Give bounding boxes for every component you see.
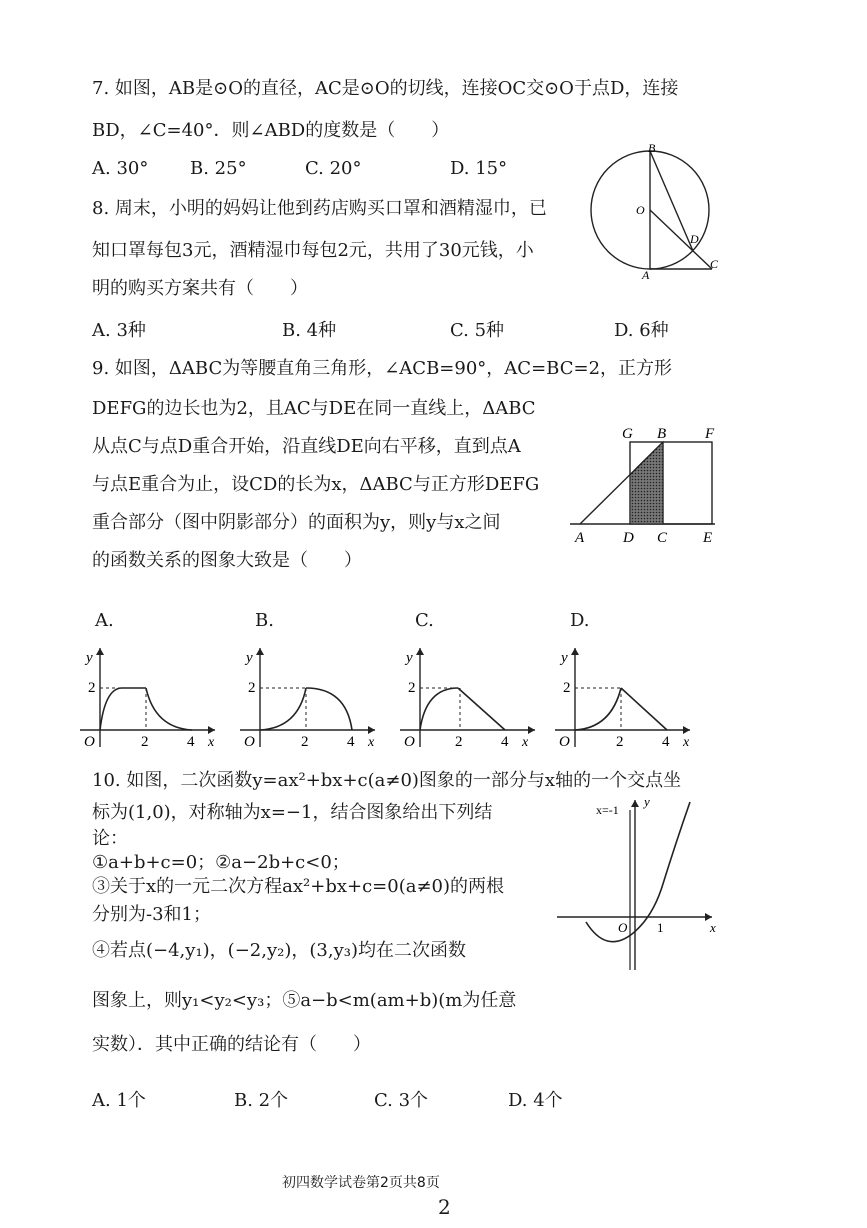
q10-option-a: A. 1个: [92, 1090, 146, 1111]
q10-symmetry-label: x=-1: [596, 803, 619, 817]
q10-option-d: D. 4个: [508, 1090, 563, 1111]
q9b-x-tick-4: 4: [347, 734, 355, 750]
q8-option-a: A. 3种: [92, 320, 146, 341]
q9-label-b: B: [657, 426, 667, 442]
q9b-x-tick-2: 2: [301, 734, 309, 750]
q10-origin: O: [618, 920, 628, 935]
q10-conclusion-4-line1: ④若点(−4,y₁)，(−2,y₂)，(3,y₃)均在二次函数: [92, 940, 466, 961]
q9c-x-label: x: [522, 735, 529, 750]
q10-stem-line2: 标为(1,0)，对称轴为x=−1，结合图象给出下列结: [92, 802, 493, 823]
q10-conclusion-1-2: ①a+b+c=0；②a−2b+c<0；: [92, 852, 350, 873]
q9a-y-tick: 2: [88, 680, 96, 696]
q10-conclusion-4-5: 图象上，则y₁<y₂<y₃；⑤a−b<m(am+b)(m为任意: [92, 990, 517, 1011]
q7-option-a: A. 30°: [92, 158, 149, 179]
q10-stem-line1: 10. 如图，二次函数y=ax²+bx+c(a≠0)图象的一部分与x轴的一个交点坐: [92, 770, 682, 791]
q9-label-c: C: [657, 530, 668, 546]
q9c-y-tick: 2: [408, 680, 416, 696]
q7-option-c: C. 20°: [305, 158, 362, 179]
q9-translation-figure: [565, 418, 730, 548]
q8-option-c: C. 5种: [450, 320, 505, 341]
q9-label-e: E: [703, 530, 713, 546]
q9d-x-tick-2: 2: [616, 734, 624, 750]
q9a-origin: O: [84, 734, 95, 750]
q9b-origin: O: [244, 734, 255, 750]
q9-graph-b-label: B.: [255, 610, 274, 631]
q9a-x-tick-4: 4: [187, 734, 195, 750]
q9-graph-a: [70, 642, 220, 752]
q9d-y-label: y: [561, 650, 568, 666]
q7-label-c: C: [710, 257, 719, 271]
q9-label-d: D: [623, 530, 634, 546]
q9d-x-tick-4: 4: [662, 734, 670, 750]
q9d-origin: O: [559, 734, 570, 750]
q9-graph-c: [390, 642, 540, 752]
q9-stem-line6: 的函数关系的图象大致是（ ）: [92, 550, 362, 571]
q9c-origin: O: [404, 734, 415, 750]
q9-label-a: A: [575, 530, 585, 546]
q10-y-label: y: [644, 794, 650, 809]
q8-stem-line3: 明的购买方案共有（ ）: [92, 278, 308, 299]
q10-stem-question: 实数）．其中正确的结论有（ ）: [92, 1034, 371, 1055]
q9a-x-tick-2: 2: [141, 734, 149, 750]
q9-graph-d: [545, 642, 695, 752]
q9-stem-line2: DEFG的边长也为2，且AC与DE在同一直线上，ΔABC: [92, 398, 536, 419]
q8-stem-line2: 知口罩每包3元，酒精湿巾每包2元，共用了30元钱，小: [92, 240, 534, 261]
q10-option-b: B. 2个: [234, 1090, 289, 1111]
q9c-x-tick-4: 4: [501, 734, 509, 750]
q9-graph-a-label: A.: [95, 610, 114, 631]
q9-graph-b: [230, 642, 380, 752]
q10-parabola-figure: [552, 792, 724, 974]
q8-option-d: D. 6种: [614, 320, 669, 341]
q10-option-c: C. 3个: [374, 1090, 429, 1111]
q9-stem-line1: 9. 如图，ΔABC为等腰直角三角形，∠ACB=90°，AC=BC=2，正方形: [92, 358, 673, 379]
q10-x-label: x: [710, 920, 716, 935]
q10-conclusion-3-line1: ③关于x的一元二次方程ax²+bx+c=0(a≠0)的两根: [92, 876, 505, 897]
q9b-y-label: y: [246, 650, 253, 666]
q9-label-g: G: [622, 426, 633, 442]
q7-option-d: D. 15°: [450, 158, 508, 179]
q9c-y-label: y: [406, 650, 413, 666]
q7-stem-line2: BD，∠C=40°．则∠ABD的度数是（ ）: [92, 120, 450, 141]
q7-label-o: O: [636, 203, 645, 217]
page-footer: 初四数学试卷第2页共8页: [282, 1175, 440, 1191]
q10-x-tick-1: 1: [657, 920, 664, 935]
q9b-x-label: x: [368, 735, 375, 750]
q9b-y-tick: 2: [248, 680, 256, 696]
q10-stem-line3: 论：: [92, 828, 128, 849]
q7-label-a: A: [642, 268, 650, 280]
q9-label-f: F: [705, 426, 715, 442]
page-number: 2: [438, 1195, 451, 1219]
q10-conclusion-3-line2: 分别为-3和1；: [92, 904, 211, 925]
q8-option-b: B. 4种: [282, 320, 337, 341]
q7-stem-line1: 7. 如图，AB是⊙O的直径，AC是⊙O的切线，连接OC交⊙O于点D，连接: [92, 78, 679, 99]
q9a-y-label: y: [86, 650, 93, 666]
q9-graph-c-label: C.: [415, 610, 434, 631]
q7-circle-figure: [590, 140, 730, 280]
q7-option-b: B. 25°: [190, 158, 247, 179]
q8-stem-line1: 8. 周末，小明的妈妈让他到药店购买口罩和酒精湿巾，已: [92, 198, 547, 219]
q9c-x-tick-2: 2: [455, 734, 463, 750]
q9d-y-tick: 2: [563, 680, 571, 696]
q9-graph-d-label: D.: [570, 610, 590, 631]
q9-stem-line5: 重合部分（图中阴影部分）的面积为y，则y与x之间: [92, 512, 501, 533]
q7-label-d: D: [690, 232, 699, 246]
q7-label-b: B: [648, 141, 656, 155]
q9-stem-line3: 从点C与点D重合开始，沿直线DE向右平移，直到点A: [92, 436, 521, 457]
q9d-x-label: x: [683, 735, 690, 750]
q9-stem-line4: 与点E重合为止，设CD的长为x，ΔABC与正方形DEFG: [92, 474, 540, 495]
q9a-x-label: x: [208, 735, 215, 750]
